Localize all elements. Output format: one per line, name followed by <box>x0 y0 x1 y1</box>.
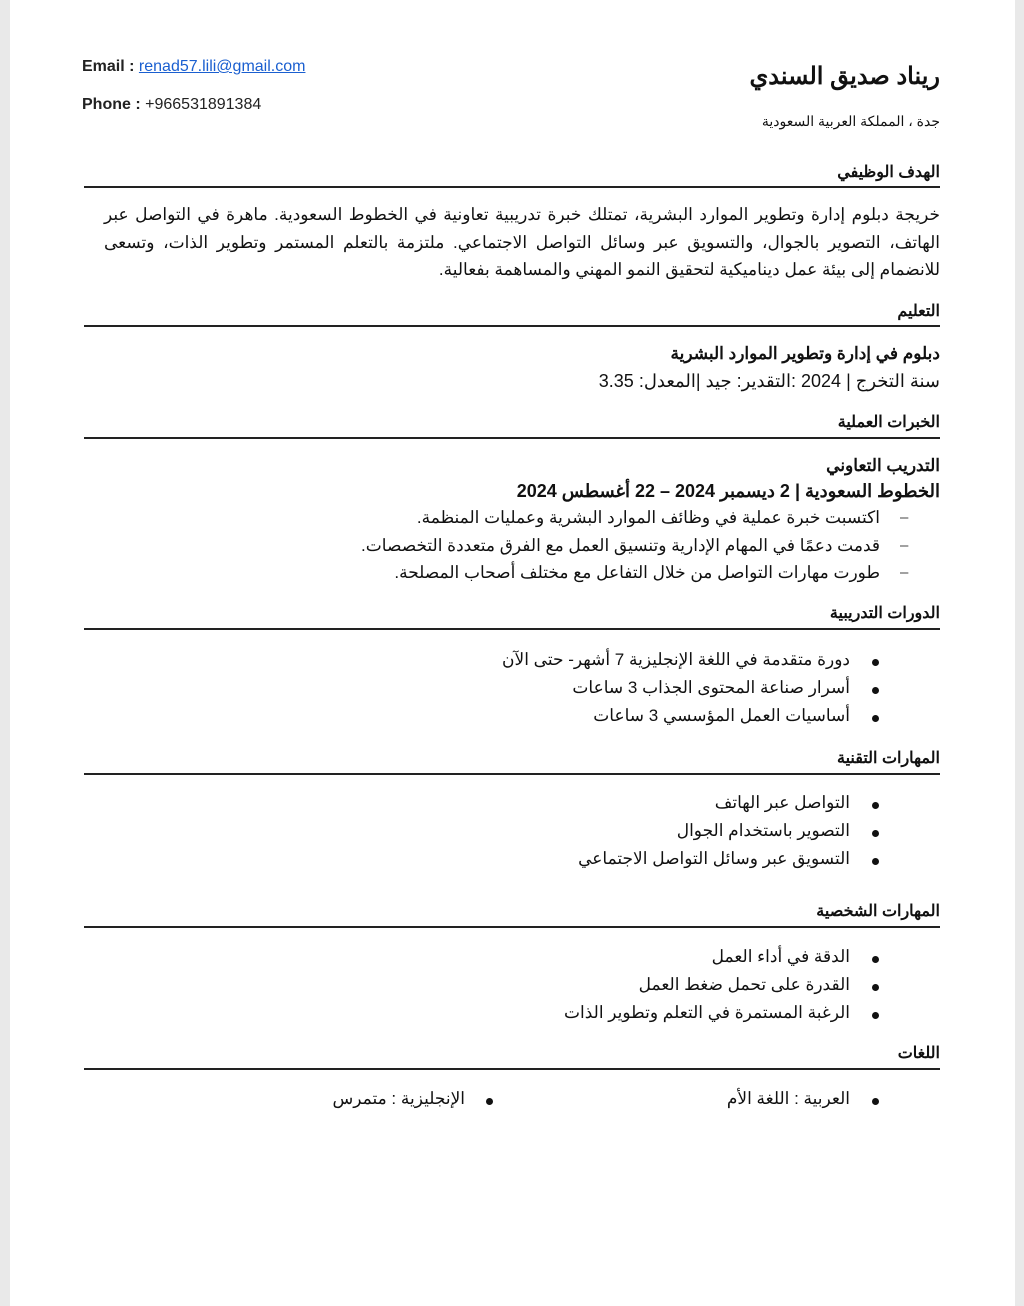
candidate-name: ريناد صديق السندي <box>749 63 940 90</box>
email-link[interactable]: renad57.lili@gmail.com <box>138 58 306 75</box>
phone-row <box>82 96 261 114</box>
phone-value: +966531891384 <box>145 96 262 113</box>
language-item: العربية : اللغة الأم <box>726 1089 850 1108</box>
personal-skill-item: القدرة على تحمل ضغط العمل <box>638 975 850 994</box>
location: جدة ، المملكة العربية السعودية <box>761 113 940 129</box>
experience-bullet: طورت مهارات التواصل من خلال التفاعل مع مختلف أصحاب المصلحة. <box>394 563 880 582</box>
bullet-dot <box>872 715 879 722</box>
section-title-experience: الخبرات العملية <box>837 414 940 431</box>
objective-text: خريجة دبلوم إدارة وتطوير الموارد البشرية، تمتلك خبرة تدريبية تعاونية في الخطوط السعودية. ماهرة في التواصل عبر الهاتف، التصوير بالجوال، والتسويق عبر وسائل التواصل الاجتماعي. ملتزمة بالتعلم المستمر وتطوير الذات، وتسعى للانضمام إلى بيئة عمل ديناميكية لتحقيق النمو المهني والمساهمة بفعالية. <box>104 205 940 279</box>
course-item: أساسيات العمل المؤسسي 3 ساعات <box>593 706 850 725</box>
language-item: الإنجليزية : متمرس <box>332 1089 465 1108</box>
course-item: دورة متقدمة في اللغة الإنجليزية 7 أشهر- حتى الآن <box>502 650 850 669</box>
experience-bullet: اكتسبت خبرة عملية في وظائف الموارد البشرية وعمليات المنظمة. <box>416 508 880 527</box>
section-divider <box>84 773 940 775</box>
section-title-objective: الهدف الوظيفي <box>837 164 940 181</box>
bullet-dot <box>486 1098 493 1105</box>
bullet-dot <box>872 802 879 809</box>
bullet-dot <box>872 687 879 694</box>
section-title-languages: اللغات <box>897 1045 940 1062</box>
section-divider <box>84 325 940 327</box>
bullet-dot <box>872 984 879 991</box>
tech-skill-item: التسويق عبر وسائل التواصل الاجتماعي <box>578 849 850 868</box>
tech-skill-item: التواصل عبر الهاتف <box>714 793 850 812</box>
section-title-tech-skills: المهارات التقنية <box>837 750 940 767</box>
personal-skill-item: الدقة في أداء العمل <box>711 947 850 966</box>
section-title-education: التعليم <box>897 303 940 320</box>
degree-title: دبلوم في إدارة وتطوير الموارد البشرية <box>670 344 940 363</box>
section-divider <box>84 926 940 928</box>
phone-label: Phone : <box>82 96 141 113</box>
company-dates: الخطوط السعودية | 2 ديسمبر 2024 – 22 أغسطس 2024 <box>516 481 940 501</box>
bullet-dot <box>872 830 879 837</box>
section-divider <box>84 628 940 630</box>
bullet-dot <box>872 659 879 666</box>
email-label: Email : <box>82 58 135 75</box>
section-divider <box>84 1068 940 1070</box>
section-title-personal-skills: المهارات الشخصية <box>816 903 940 920</box>
personal-skill-item: الرغبة المستمرة في التعلم وتطوير الذات <box>564 1003 850 1022</box>
tech-skill-item: التصوير باستخدام الجوال <box>676 821 850 840</box>
bullet-dot <box>872 956 879 963</box>
section-divider <box>84 186 940 188</box>
dash-bullet: – <box>900 537 909 554</box>
section-divider <box>84 437 940 439</box>
bullet-dot <box>872 858 879 865</box>
email-row <box>82 58 305 76</box>
course-item: أسرار صناعة المحتوى الجذاب 3 ساعات <box>572 678 850 697</box>
experience-bullet: قدمت دعمًا في المهام الإدارية وتنسيق العمل مع الفرق متعددة التخصصات. <box>361 536 880 555</box>
section-title-courses: الدورات التدريبية <box>829 605 940 622</box>
bullet-dot <box>872 1098 879 1105</box>
dash-bullet: – <box>900 509 909 526</box>
bullet-dot <box>872 1012 879 1019</box>
dash-bullet: – <box>900 564 909 581</box>
role-title: التدريب التعاوني <box>826 456 940 475</box>
degree-details: سنة التخرج | 2024 :التقدير: جيد |المعدل: 3.35 <box>598 371 940 391</box>
